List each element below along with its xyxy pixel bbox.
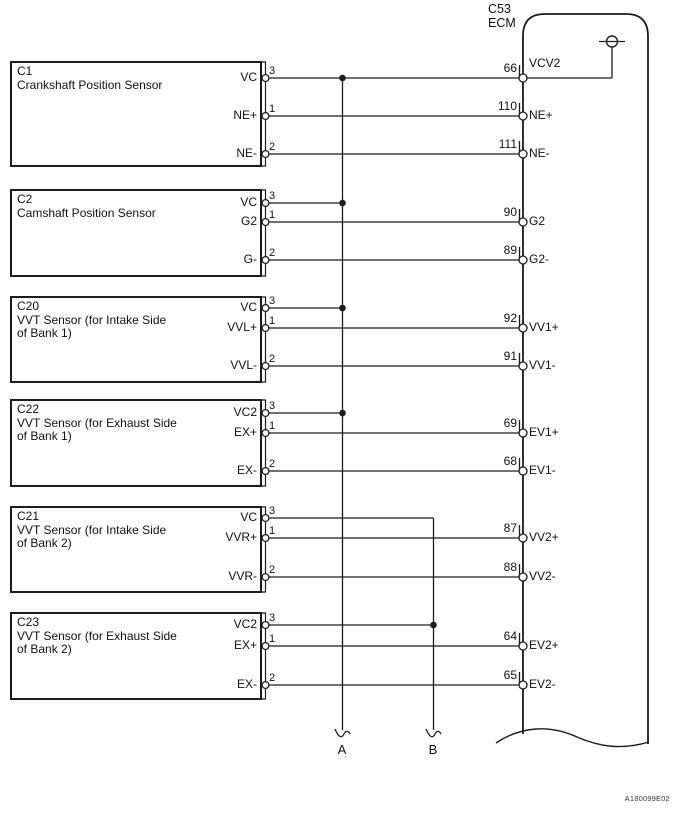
- sensor-pin-label: VVL-: [230, 358, 257, 372]
- sensor-name-line: of Bank 1): [17, 326, 72, 340]
- pin-circle: [262, 257, 269, 264]
- pin-circle: [262, 410, 269, 417]
- junction-dot: [339, 410, 346, 417]
- sensor-pin-number: 3: [269, 400, 276, 412]
- sensor-name-line: of Bank 2): [17, 642, 72, 656]
- pin-circle: [519, 534, 527, 542]
- pin-circle: [262, 219, 269, 226]
- pin-circle: [262, 75, 269, 82]
- pin-circle: [262, 305, 269, 312]
- pin-circle: [262, 574, 269, 581]
- sensor-name-line: Camshaft Position Sensor: [17, 205, 156, 220]
- ecm-pin-number: 87: [503, 521, 517, 535]
- sensor-pin-number: 1: [269, 633, 276, 645]
- ecm-pin-number: 90: [503, 205, 517, 219]
- sensor-pin-label: VVL+: [227, 320, 257, 334]
- ecm-pin-number: 89: [503, 243, 517, 257]
- pin-circle: [262, 151, 269, 158]
- ecm-pin-label: G2: [529, 214, 546, 228]
- bus-a-label: A: [337, 742, 347, 757]
- ecm-pin-label: EV2+: [529, 638, 559, 652]
- sensor-pin-number: 2: [269, 672, 276, 684]
- ecm-pin-label: NE-: [529, 146, 550, 160]
- ecm-pin-label: EV2-: [529, 677, 556, 691]
- pin-circle: [262, 325, 269, 332]
- sensor-pin-label: EX-: [236, 677, 257, 691]
- pin-circle: [519, 429, 527, 437]
- pin-circle: [262, 468, 269, 475]
- sensor-pin-number: 3: [269, 295, 276, 307]
- pin-circle: [519, 681, 527, 689]
- pin-circle: [262, 535, 269, 542]
- pin-circle: [519, 150, 527, 158]
- ecm-pin-label: VV2+: [529, 530, 559, 544]
- pin-circle: [519, 362, 527, 370]
- sensor-pin-number: 3: [269, 190, 276, 202]
- ecm-pin-label: VCV2: [529, 56, 561, 70]
- ecm-pin-number: 88: [503, 560, 517, 574]
- sensor-pin-label: G2: [240, 214, 257, 228]
- ecm-connector-label: C53: [488, 2, 511, 16]
- ecm-module-label: ECM: [488, 16, 516, 30]
- ecm-pin-label: NE+: [529, 108, 553, 122]
- ecm-pin-number: 69: [503, 416, 517, 430]
- ecm-outline: [523, 14, 648, 744]
- sensor-name-line: of Bank 2): [17, 536, 72, 550]
- pin-circle: [519, 642, 527, 650]
- bus-a-break-icon: [335, 729, 350, 737]
- pin-circle: [519, 573, 527, 581]
- sensor-pin-number: 1: [269, 420, 276, 432]
- sensor-name-line: Crankshaft Position Sensor: [17, 77, 163, 92]
- sensor-pin-number: 2: [269, 564, 276, 576]
- sensor-pin-label: EX+: [233, 638, 257, 652]
- sensor-pin-label: VC: [240, 70, 257, 84]
- pin-circle: [262, 200, 269, 207]
- junction-dot: [339, 200, 346, 207]
- pin-circle: [519, 218, 527, 226]
- doc-code: A180099E02: [624, 794, 670, 803]
- sensor-name-line: VVT Sensor (for Exhaust Side: [17, 628, 177, 643]
- ecm-pin-number: 68: [503, 454, 517, 468]
- sensor-pin-number: 1: [269, 103, 276, 115]
- sensor-pin-number: 2: [269, 353, 276, 365]
- sensor-pin-number: 1: [269, 315, 276, 327]
- sensor-id-c1: C1: [17, 64, 33, 78]
- pin-circle: [262, 515, 269, 522]
- sensor-name-line: VVT Sensor (for Intake Side: [17, 522, 167, 537]
- junction-dot: [339, 305, 346, 312]
- sensor-pin-number: 1: [269, 209, 276, 221]
- ecm-pin-number: 110: [497, 99, 517, 113]
- sensor-pin-label: NE+: [233, 108, 257, 122]
- sensor-pin-number: 3: [269, 65, 276, 77]
- pin-circle: [262, 363, 269, 370]
- sensor-pin-label: VVR-: [228, 569, 257, 583]
- pin-circle: [262, 682, 269, 689]
- pin-circle: [262, 430, 269, 437]
- sensor-pin-number: 1: [269, 525, 276, 537]
- pin-circle: [262, 622, 269, 629]
- ecm-pin-label: VV1-: [529, 358, 556, 372]
- sensor-pin-label: EX-: [236, 463, 257, 477]
- pin-circle: [262, 643, 269, 650]
- ecm-pin-label: VV1+: [529, 320, 559, 334]
- sensor-pin-label: VC: [240, 510, 257, 524]
- sensor-pin-number: 2: [269, 458, 276, 470]
- pin-circle: [519, 74, 527, 82]
- sensor-pin-number: 2: [269, 141, 276, 153]
- bus-b-break-icon: [426, 729, 441, 737]
- ecm-pin-number: 91: [503, 349, 517, 363]
- ecm-pin-label: EV1-: [529, 463, 556, 477]
- sensor-pin-label: VVR+: [225, 530, 257, 544]
- sensor-pin-label: NE-: [236, 146, 257, 160]
- sensor-id-c21: C21: [17, 509, 40, 523]
- ecm-pin-number: 66: [503, 61, 517, 75]
- ecm-pin-label: VV2-: [529, 569, 556, 583]
- pin-circle: [519, 467, 527, 475]
- sensor-name-line: of Bank 1): [17, 429, 72, 443]
- ecm-pin-number: 64: [503, 629, 517, 643]
- sensor-pin-number: 2: [269, 247, 276, 259]
- pin-circle: [519, 324, 527, 332]
- sensor-id-c20: C20: [17, 299, 40, 313]
- pin-circle: [519, 256, 527, 264]
- sensor-pin-label: G-: [243, 252, 257, 266]
- pin-circle: [519, 112, 527, 120]
- pin-circle: [262, 113, 269, 120]
- ecm-pin-label: G2-: [529, 252, 550, 266]
- sensor-pin-number: 3: [269, 612, 276, 624]
- sensor-pin-label: EX+: [233, 425, 257, 439]
- ecm-pin-number: 65: [503, 668, 517, 682]
- ecm-pin-number: 92: [503, 311, 517, 325]
- ecm-pin-number: 111: [498, 137, 517, 151]
- junction-dot: [339, 75, 346, 82]
- sensor-pin-number: 3: [269, 505, 276, 517]
- sensor-pin-label: VC: [240, 300, 257, 314]
- sensor-name-line: VVT Sensor (for Exhaust Side: [17, 415, 177, 430]
- ecm-pin-label: EV1+: [529, 425, 559, 439]
- sensor-id-c23: C23: [17, 615, 40, 629]
- junction-dot: [430, 622, 437, 629]
- sensor-pin-label: VC2: [233, 405, 257, 419]
- sensor-id-c22: C22: [17, 402, 40, 416]
- sensor-pin-label: VC2: [233, 617, 257, 631]
- sensor-id-c2: C2: [17, 192, 33, 206]
- sensor-pin-label: VC: [240, 195, 257, 209]
- ecm-break-wave: [496, 729, 649, 747]
- bus-b-label: B: [428, 742, 438, 757]
- sensor-name-line: VVT Sensor (for Intake Side: [17, 312, 167, 327]
